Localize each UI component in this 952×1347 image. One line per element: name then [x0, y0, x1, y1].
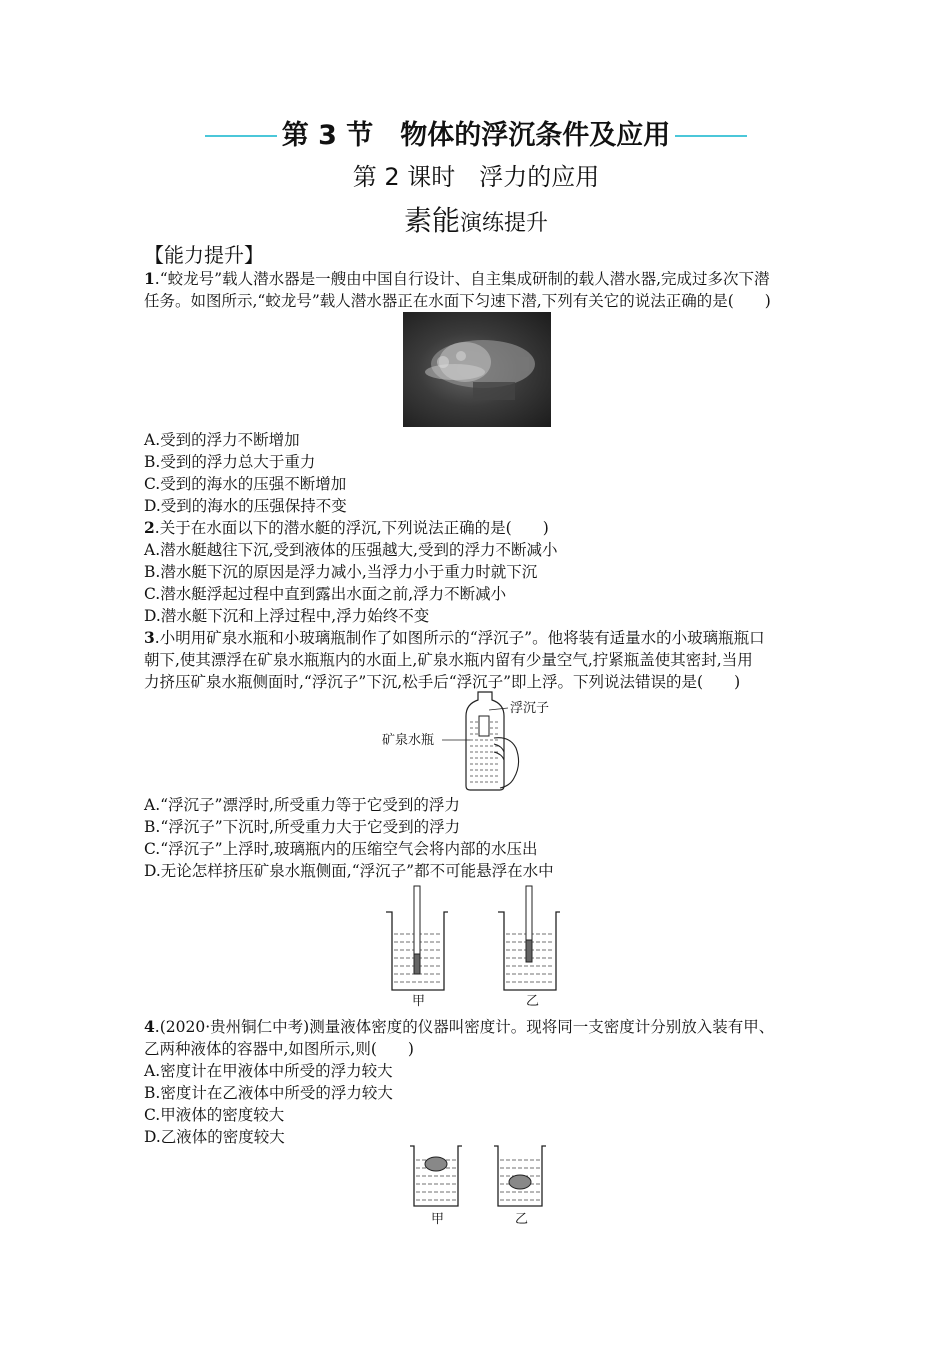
title-row — [0, 116, 952, 156]
q2-number: 2 — [144, 518, 155, 537]
q1-line2: 任务。如图所示,“蛟龙号”载人潜水器正在水面下匀速下潜,下列有关它的说法正确的是( ) — [144, 292, 771, 310]
section-banner — [0, 201, 952, 245]
submersible-illustration — [403, 312, 551, 427]
q4-text1: .(2020·贵州铜仁中考)测量液体密度的仪器叫密度计。现将同一支密度计分别放入装有甲、 — [154, 1018, 775, 1036]
q2-option-b: B.潜水艇下沉的原因是浮力减小,当浮力小于重力时就下沉 — [144, 563, 538, 581]
q5-label-yi: 乙 — [515, 1212, 529, 1227]
q4-line2: 乙两种液体的容器中,如图所示,则( ) — [144, 1040, 414, 1058]
q5-label-jia: 甲 — [431, 1212, 445, 1227]
q4-option-c: C.甲液体的密度较大 — [144, 1106, 285, 1124]
q1-option-a: A.受到的浮力不断增加 — [144, 431, 300, 449]
section-banner-big: 素能 — [403, 204, 460, 237]
q4-option-a: A.密度计在甲液体中所受的浮力较大 — [144, 1062, 393, 1080]
q4-option-d: D.乙液体的密度较大 — [144, 1128, 285, 1146]
hydrometer-figure — [380, 882, 580, 994]
q4-label-jia: 甲 — [412, 994, 426, 1009]
section-banner-small: 演练提升 — [460, 211, 549, 236]
floating-object-diagram — [406, 1142, 556, 1210]
q3-option-d: D.无论怎样挤压矿泉水瓶侧面,“浮沉子”都不可能悬浮在水中 — [144, 862, 554, 880]
submersible-photo — [403, 312, 551, 427]
q3-number: 3 — [144, 628, 155, 647]
q2-option-a: A.潜水艇越往下沉,受到液体的压强越大,受到的浮力不断减小 — [144, 541, 558, 559]
q1-text1: .“蛟龙号”载人潜水器是一艘由中国自行设计、自主集成研制的载人潜水器,完成过多次下潜 — [154, 270, 770, 288]
q2-line1 — [144, 517, 549, 539]
label-bottle: 矿泉水瓶 — [382, 733, 435, 748]
q2-text1: .关于在水面以下的潜水艇的浮沉,下列说法正确的是( ) — [154, 519, 549, 537]
q1-line1 — [144, 268, 770, 290]
q4-number: 4 — [144, 1017, 155, 1036]
q2-option-d: D.潜水艇下沉和上浮过程中,浮力始终不变 — [144, 607, 430, 625]
q1-option-b: B.受到的浮力总大于重力 — [144, 453, 316, 471]
q3-line3: 力挤压矿泉水瓶侧面时,“浮沉子”下沉,松手后“浮沉子”即上浮。下列说法错误的是( ) — [144, 673, 741, 691]
q1-option-c: C.受到的海水的压强不断增加 — [144, 475, 347, 493]
q2-option-c: C.潜水艇浮起过程中直到露出水面之前,浮力不断减小 — [144, 585, 507, 603]
q3-option-a: A.“浮沉子”漂浮时,所受重力等于它受到的浮力 — [144, 796, 460, 814]
label-diver: 浮沉子 — [510, 701, 550, 716]
section-heading: 【能力提升】 — [144, 243, 264, 267]
page-title: 第 3 节 物体的浮沉条件及应用 — [281, 120, 671, 151]
q3-option-c: C.“浮沉子”上浮时,玻璃瓶内的压缩空气会将内部的水压出 — [144, 840, 538, 858]
q3-text1: .小明用矿泉水瓶和小玻璃瓶制作了如图所示的“浮沉子”。他将装有适量水的小玻璃瓶瓶口 — [154, 629, 765, 647]
page-subtitle: 第 2 课时 浮力的应用 — [352, 163, 600, 191]
q4-label-yi: 乙 — [526, 994, 540, 1009]
q3-line1 — [144, 627, 765, 649]
q4-option-b: B.密度计在乙液体中所受的浮力较大 — [144, 1084, 393, 1102]
q4-line1 — [144, 1016, 774, 1038]
q1-number: 1 — [144, 269, 155, 288]
q3-line2: 朝下,使其漂浮在矿泉水瓶瓶内的水面上,矿泉水瓶内留有少量空气,拧紧瓶盖使其密封,当用 — [144, 651, 753, 669]
floating-object-figure — [406, 1142, 556, 1210]
hydrometer-diagram — [380, 882, 580, 994]
q1-option-d: D.受到的海水的压强保持不变 — [144, 497, 347, 515]
q3-option-b: B.“浮沉子”下沉时,所受重力大于它受到的浮力 — [144, 818, 461, 836]
